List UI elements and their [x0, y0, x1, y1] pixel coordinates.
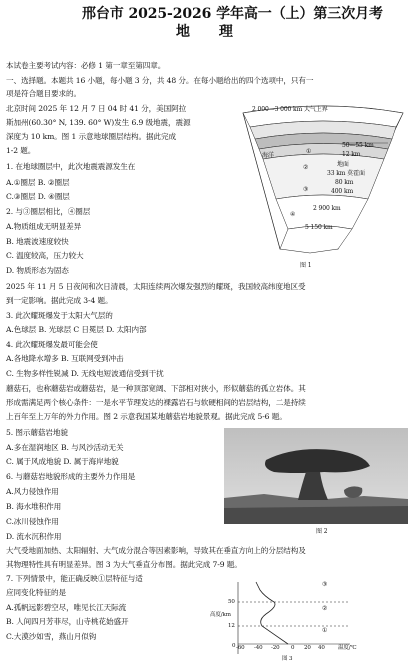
question-stem: 应同变化特征的是: [6, 588, 66, 597]
option-row: B. 人间四月芳菲尽，山寺桃花始盛开: [6, 617, 129, 626]
option-row: A.风力侵蚀作用: [6, 487, 59, 496]
option-row: B. 海水堆积作用: [6, 502, 62, 511]
fig3-tick-0: 0: [232, 643, 236, 649]
fig3-marker-3: ③: [322, 581, 328, 588]
option-row: A.多在湿润地区 B. 与风沙活动无关: [6, 443, 124, 452]
fig3-tick-m20: -20: [271, 645, 280, 651]
fig3-ylabel: 高度/km: [210, 612, 231, 618]
fig1-label-2900km: 2 900 km: [313, 205, 341, 212]
option-row: A.物质组成无明显差异: [6, 222, 82, 231]
option-row: C.冰川侵蚀作用: [6, 517, 59, 526]
fig1-marker-1: ①: [306, 148, 312, 155]
text-line: 一、选择题。本题共 16 小题，每小题 3 分，共 48 分。在每小题给出的四个选项中，只有一: [6, 76, 314, 85]
fig3-tick-12: 12: [228, 623, 235, 629]
fig1-top-label: 2 000—3 000 km 大气上界: [252, 106, 328, 113]
question-stem: 4. 此次耀斑爆发最可能会使: [6, 340, 98, 349]
mantle-layer: [263, 154, 384, 199]
option-row: A.色球层 B. 光球层 C 日冕层 D. 太阳内部: [6, 325, 147, 334]
option-row: A.孤帆远影碧空尽，唯见长江天际流: [6, 603, 127, 612]
fig3-tick-50: 50: [228, 599, 235, 605]
option-row: D. 流水沉积作用: [6, 532, 62, 541]
exam-title: 邢台市 2025-2026 学年高一（上）第三次月考: [82, 6, 383, 22]
fig1-marker-4: ④: [290, 211, 296, 218]
text-line: 上百年至上万年的外力作用。图 2 示意我国某地蘑菇岩地貌景观。据此完成 5-6 题。: [6, 412, 287, 421]
option-row: D. 物质形态为固态: [6, 266, 69, 275]
option-row: B. 地震波速度较快: [6, 237, 69, 246]
option-row: C.大漠沙如雪，燕山月似钩: [6, 632, 97, 641]
fig1-caption: 图 1: [300, 262, 312, 269]
text-line: 大气受地面加热、太阳辐射、大气成分混合等因素影响，导致其在垂直方向上的分层结构及: [6, 546, 306, 555]
question-stem: 7. 下列情景中，能正确反映①层特征与适: [6, 574, 143, 583]
fig2-caption: 图 2: [316, 528, 328, 535]
text-line: 到一定影响。据此完成 3-4 题。: [6, 296, 113, 305]
fig1-label-50-55km: 50—55 km: [342, 142, 374, 149]
figure1-earth-layers-diagram: [238, 103, 408, 283]
fig1-marker-3: ③: [303, 186, 309, 193]
question-stem: 5. 图示蘑菇岩地貌: [6, 428, 68, 437]
text-line: 本试卷主要考试内容：必修 1 第一章至第四章。: [6, 61, 166, 70]
fig3-tick-0x: 0: [291, 645, 295, 651]
option-row: C. 温度较高，压力较大: [6, 251, 84, 260]
question-stem: 2. 与③圈层相比，④圈层: [6, 207, 91, 216]
question-stem: 6. 与蘑菇岩地貌形成的主要外力作用是: [6, 472, 136, 481]
figure2-mushroom-rock-photo: [224, 428, 408, 524]
fig3-tick-20: 20: [304, 645, 311, 651]
fig1-moho-label: 33 km 莫霍面: [327, 170, 365, 177]
fig1-label-5150km: 5 150 km: [305, 224, 333, 231]
fig3-marker-2: ②: [322, 605, 328, 612]
text-line: 北京时间 2025 年 12 月 7 日 04 时 41 分，美国阿拉: [6, 104, 187, 113]
option-row: A.①圈层 B. ②圈层: [6, 178, 70, 187]
fig1-label-80km: 80 km: [335, 179, 354, 186]
fig3-tick-m40: -40: [254, 645, 263, 651]
fig1-ground-label: 地面: [337, 161, 349, 168]
temperature-curve: [256, 582, 288, 644]
fig3-tick-m60: -60: [236, 645, 245, 651]
text-line: 其物理特性具有明显差异。图 3 为大气垂直分布图。据此完成 7-9 题。: [6, 560, 242, 569]
fig1-ocean-label: 海洋: [262, 152, 274, 159]
fig1-marker-2: ②: [303, 164, 309, 171]
option-row: C.③圈层 D. ④圈层: [6, 192, 70, 201]
text-line: 项是符合题目要求的。: [6, 89, 81, 98]
option-row: A.各地降水增多 B. 互联网受到冲击: [6, 354, 124, 363]
option-row: C. 生物多样性锐减 D. 无线电短波通信受到干扰: [6, 369, 164, 378]
fig3-tick-40: 40: [318, 645, 325, 651]
text-line: 2025 年 11 月 5 日夜间和次日清晨，太阳连续两次爆发强烈的耀斑，我国较高纬度地区受: [6, 282, 306, 291]
option-row: C. 属于风成地貌 D. 属于海岸地貌: [6, 457, 119, 466]
question-stem: 3. 此次耀斑爆发于太阳大气层的: [6, 311, 113, 320]
text-line: 斯加州(60.30° N, 139. 60° W)发生 6.9 级地震，震源: [6, 118, 191, 127]
text-line: 深度为 10 km。图 1 示意地球圈层结构。据此完成: [6, 132, 176, 141]
subject-title: 地 理: [176, 24, 245, 40]
fig3-xlabel: 温度/℃: [338, 645, 357, 651]
fig1-label-400km: 400 km: [331, 188, 354, 195]
fig1-label-12km: 12 km: [342, 151, 361, 158]
text-line: 蘑菇石，也称蘑菇岩或蘑菇岩，是一种顶部宽阔、下部相对狭小，形似蘑菇的孤立岩体。其: [6, 384, 306, 393]
fig3-caption: 图 3: [282, 656, 293, 662]
text-line: 1-2 题。: [6, 146, 36, 155]
question-stem: 1. 在地球圈层中，此次地震震源发生在: [6, 162, 136, 171]
text-line: 形成需满足两个核心条件：一是水平节理发达的裸露岩石与软硬相间的岩层结构，二是持续: [6, 398, 306, 407]
fig3-marker-1: ①: [322, 627, 328, 634]
